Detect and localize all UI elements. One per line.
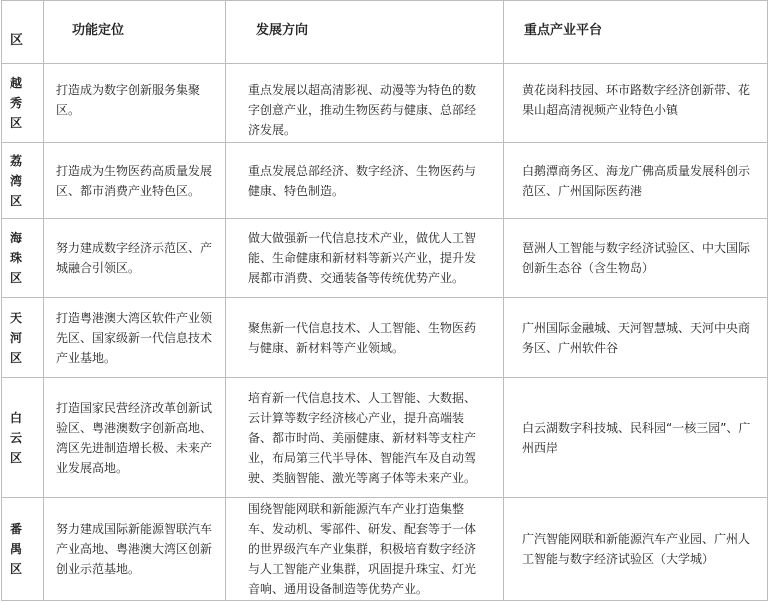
direction-cell: 培育新一代信息技术、人工智能、大数据、云计算等数字经济核心产业，提升高端装备、都市时尚、美丽健康、新材料等支柱产业，布局第三代半导体、智能汽车及自动驾驶、类脑智能、激光等离子体等未来产业。 (226, 378, 504, 498)
function-cell: 打造成为生物医药高质量发展区、都市消费产业特色区。 (44, 143, 226, 219)
district-name: 白云区 (10, 410, 23, 465)
header-function: 功能定位 (72, 23, 125, 38)
district-name: 番禺区 (10, 522, 23, 576)
district-name: 荔湾区 (10, 153, 23, 208)
header-platform-cell (504, 1, 768, 64)
district-cell (2, 143, 44, 219)
direction-cell: 围绕智能网联和新能源汽车产业打造集整车、发动机、零部件、研发、配套等于一体的世界级汽车产业集群，积极培育数字经济与人工智能产业集群，巩固提升珠宝、灯光音响、通用设备制造等优势产业。 (226, 498, 504, 601)
table-row (2, 64, 768, 143)
table-row (2, 378, 768, 498)
platform-cell: 黄花岗科技园、环市路数字经济创新带、花果山超高清视频产业特色小镇 (504, 64, 768, 143)
direction-cell: 做大做强新一代信息技术产业，做优人工智能、生命健康和新材料等新兴产业，提升发展都市消费、交通装备等传统优势产业。 (226, 219, 504, 298)
table-row (2, 143, 768, 219)
district-cell (2, 298, 44, 378)
function-cell: 打造粤港澳大湾区软件产业领先区、国家级新一代信息技术产业基地。 (44, 298, 226, 378)
district-name: 海珠区 (10, 231, 23, 285)
table-row (2, 219, 768, 298)
function-cell: 打造国家民营经济改革创新试验区、粤港澳数字创新高地、湾区先进制造增长极、未来产业发展高地。 (44, 378, 226, 498)
table-row (2, 498, 768, 601)
district-name: 越秀区 (10, 76, 23, 130)
header-function-cell (44, 1, 226, 64)
district-cell (2, 219, 44, 298)
header-district: 区 (10, 33, 24, 48)
platform-cell: 广州国际金融城、天河智慧城、天河中央商务区、广州软件谷 (504, 298, 768, 378)
district-industry-table (1, 0, 768, 601)
header-row (2, 1, 768, 64)
platform-cell: 白鹅潭商务区、海龙广佛高质量发展科创示范区、广州国际医药港 (504, 143, 768, 219)
header-platform: 重点产业平台 (524, 23, 603, 38)
function-cell: 努力建成国际新能源智联汽车产业高地、粤港澳大湾区创新创业示范基地。 (44, 498, 226, 601)
header-direction-cell (226, 1, 504, 64)
direction-cell: 重点发展以超高清影视、动漫等为特色的数字创意产业，推动生物医药与健康、总部经济发展。 (226, 64, 504, 143)
direction-cell: 聚焦新一代信息技术、人工智能、生物医药与健康、新材料等产业领域。 (226, 298, 504, 378)
direction-cell: 重点发展总部经济、数字经济、生物医药与健康、特色制造。 (226, 143, 504, 219)
table-row (2, 298, 768, 378)
header-district-cell (2, 1, 44, 64)
platform-cell: 白云湖数字科技城、民科园“一核三园”、广州西岸 (504, 378, 768, 498)
function-cell: 努力建成数字经济示范区、产城融合引领区。 (44, 219, 226, 298)
platform-cell: 琶洲人工智能与数字经济试验区、中大国际创新生态谷（含生物岛） (504, 219, 768, 298)
function-cell: 打造成为数字创新服务集聚区。 (44, 64, 226, 143)
district-cell (2, 378, 44, 498)
district-name: 天河区 (10, 310, 23, 365)
district-cell (2, 498, 44, 601)
platform-cell: 广汽智能网联和新能源汽车产业园、广州人工智能与数字经济试验区（大学城） (504, 498, 768, 601)
header-direction: 发展方向 (256, 23, 309, 38)
district-cell (2, 64, 44, 143)
